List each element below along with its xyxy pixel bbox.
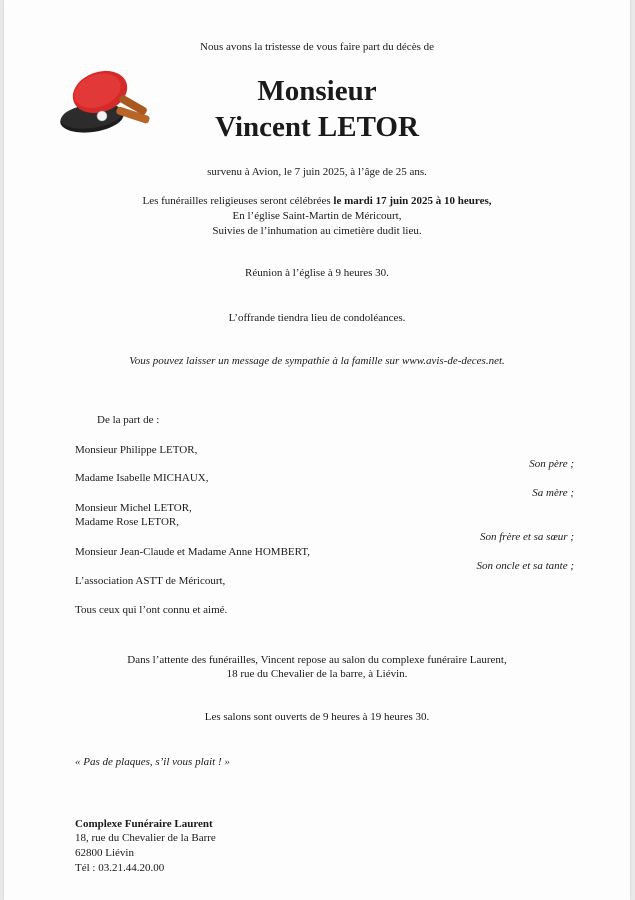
family-relation: Sa mère ; bbox=[532, 487, 574, 499]
footer-company: Complexe Funéraire Laurent bbox=[75, 818, 213, 830]
footer-address: 18, rue du Chevalier de la Barre bbox=[75, 832, 216, 844]
footer-city: 62800 Liévin bbox=[75, 847, 134, 859]
family-name: L’association ASTT de Méricourt, bbox=[75, 575, 226, 587]
funeral-line1 bbox=[4, 194, 630, 208]
footer-phone: Tél : 03.21.44.20.00 bbox=[75, 862, 165, 874]
family-name: Monsieur Michel LETOR, bbox=[75, 502, 192, 514]
family-name-2: Madame Rose LETOR, bbox=[75, 516, 179, 528]
intro-text: Nous avons la tristesse de vous faire part du décès de bbox=[200, 41, 434, 53]
attente-line2: 18 rue du Chevalier de la barre, à Liévin. bbox=[226, 668, 408, 680]
plaques-text: « Pas de plaques, s’il vous plait ! » bbox=[75, 756, 230, 768]
family-relation: Son oncle et sa tante ; bbox=[476, 560, 574, 572]
offrande-text: L’offrande tiendra lieu de condoléances. bbox=[228, 312, 406, 324]
family-name: Monsieur Jean-Claude et Madame Anne HOMBERT, bbox=[75, 546, 310, 558]
family-name: Tous ceux qui l’ont connu et aimé. bbox=[75, 604, 228, 616]
funeral-line1-prefix: Les funérailles religieuses seront célébrées bbox=[142, 195, 334, 207]
de-la-part-label: De la part de : bbox=[97, 414, 160, 426]
family-relation: Son père ; bbox=[529, 458, 574, 470]
deceased-info: survenu à Avion, le 7 juin 2025, à l’âge de 25 ans. bbox=[207, 166, 427, 178]
message-text: Vous pouvez laisser un message de sympathie à la famille sur www.avis-de-deces.net. bbox=[129, 355, 505, 367]
family-name: Monsieur Philippe LETOR, bbox=[75, 444, 198, 456]
salons-text: Les salons sont ouverts de 9 heures à 19 heures 30. bbox=[204, 711, 430, 723]
obituary-page bbox=[4, 0, 630, 900]
family-relation: Son frère et sa sœur ; bbox=[479, 531, 574, 543]
family-name: Madame Isabelle MICHAUX, bbox=[75, 472, 209, 484]
funeral-line2: En l’église Saint-Martin de Méricourt, bbox=[232, 210, 402, 222]
title-line1: Monsieur bbox=[257, 75, 377, 107]
funeral-date: le mardi 17 juin 2025 à 10 heures, bbox=[333, 195, 492, 207]
funeral-line3: Suivies de l’inhumation au cimetière dudit lieu. bbox=[212, 225, 422, 237]
attente-line1: Dans l’attente des funérailles, Vincent repose au salon du complexe funéraire Laurent, bbox=[127, 654, 507, 666]
title-line2: Vincent LETOR bbox=[215, 111, 419, 143]
reunion-text: Réunion à l’église à 9 heures 30. bbox=[245, 267, 389, 279]
